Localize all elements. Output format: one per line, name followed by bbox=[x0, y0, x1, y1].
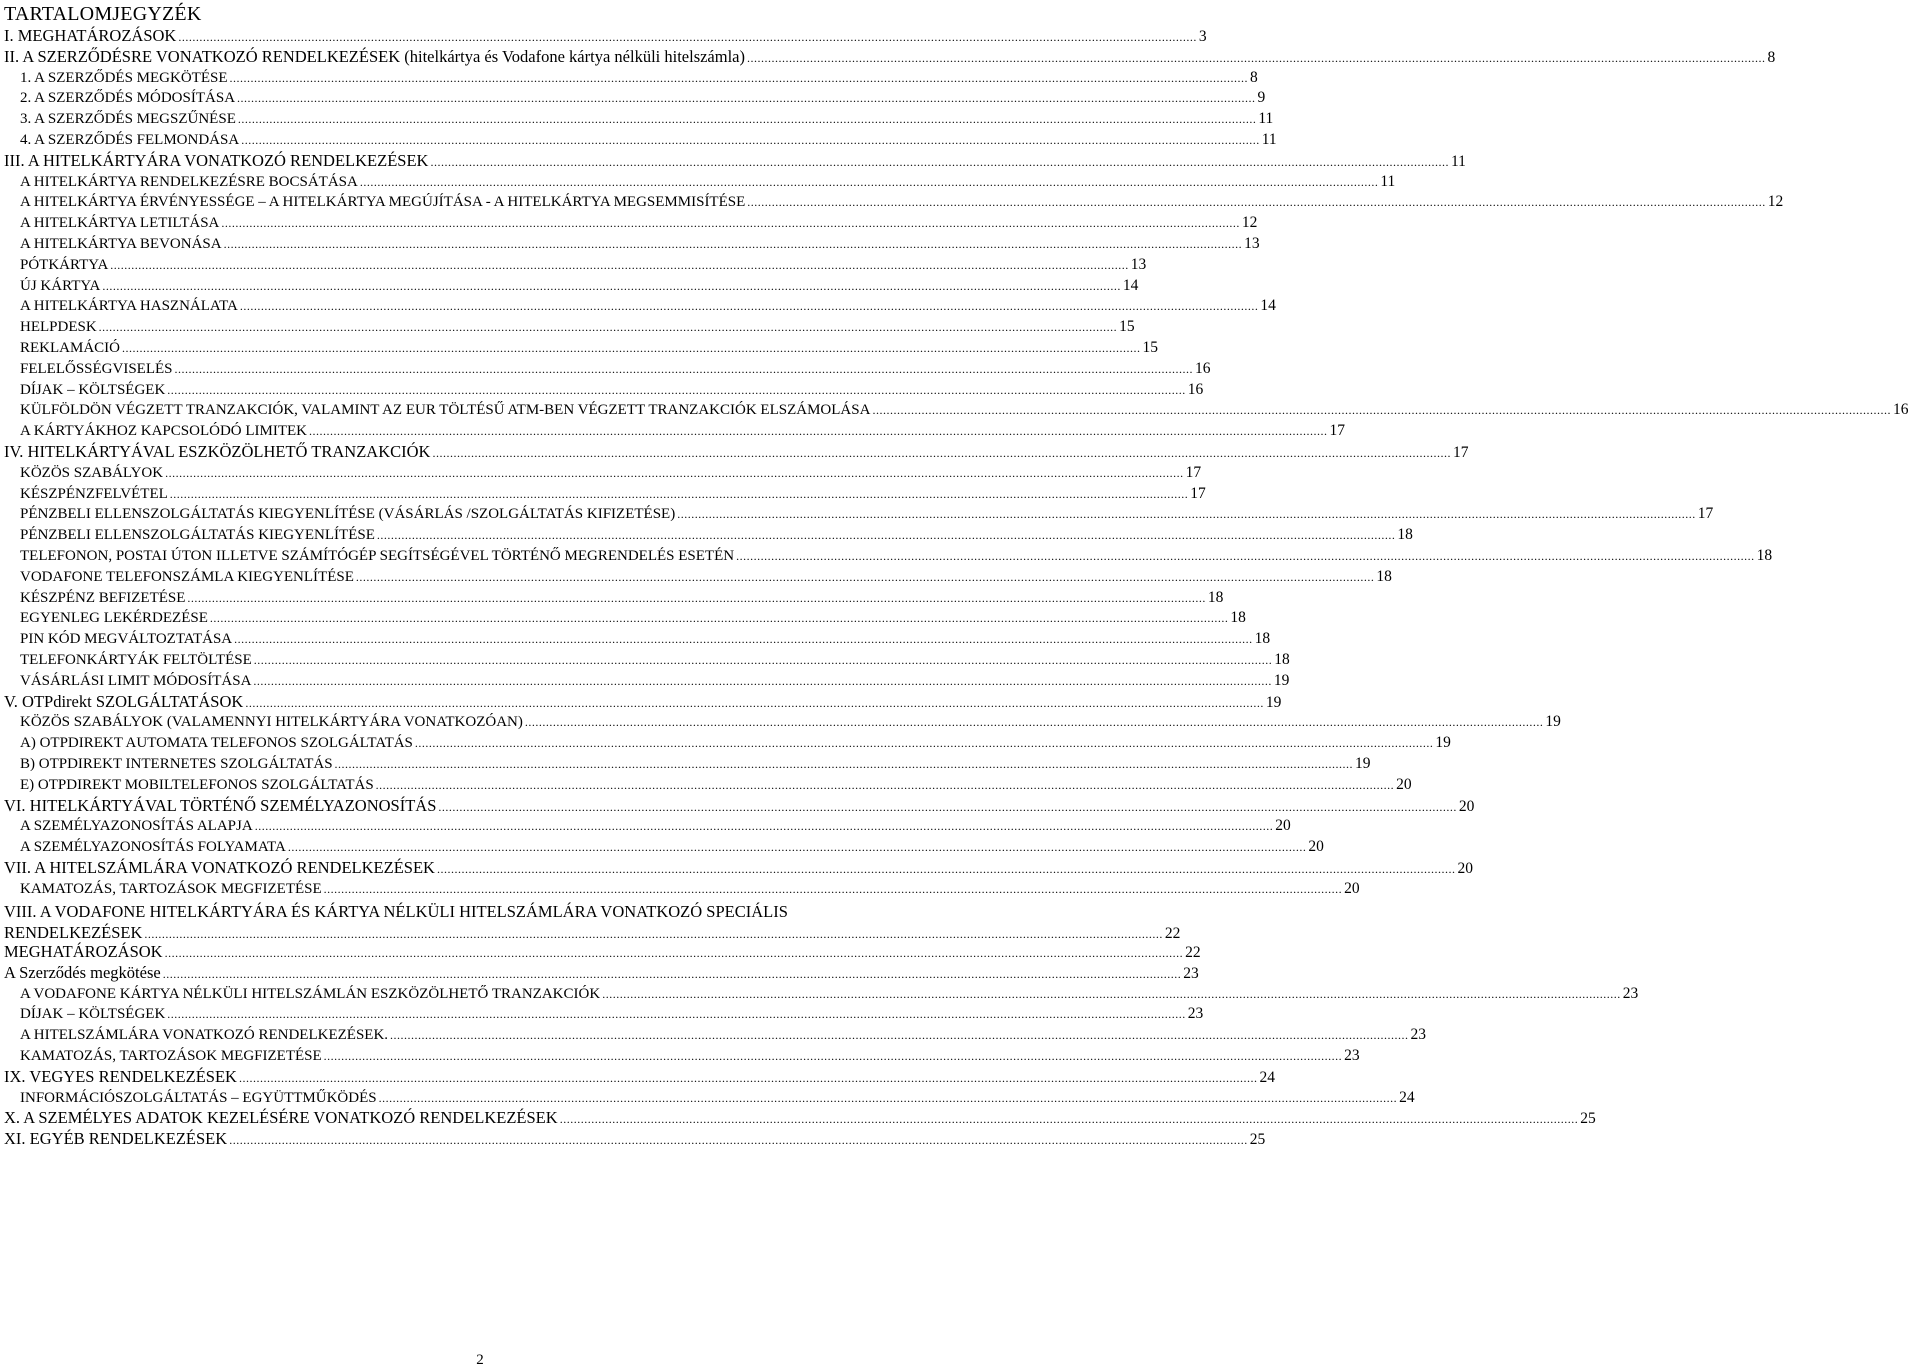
toc-entry[interactable] bbox=[20, 754, 1371, 774]
toc-entry[interactable] bbox=[20, 192, 1784, 212]
toc-entry-label: A HITELKÁRTYA RENDELKEZÉSRE BOCSÁTÁSA bbox=[20, 173, 358, 190]
dot-leader bbox=[438, 797, 1457, 817]
toc-entry[interactable] bbox=[4, 691, 1282, 712]
toc-entry-page: 9 bbox=[1257, 89, 1266, 107]
toc-entry-label: TELEFONON, POSTAI ÚTON ILLETVE SZÁMÍTÓGÉP SEGÍTSÉGÉVEL TÖRTÉNŐ MEGRENDELÉS ESETÉN bbox=[20, 548, 735, 564]
toc-entry-label: FELELŐSSÉGVISELÉS bbox=[20, 360, 173, 377]
dot-leader bbox=[356, 567, 1375, 587]
dot-leader bbox=[167, 1004, 1186, 1024]
toc-entry-label: INFORMÁCIÓSZOLGÁLTATÁS – EGYÜTTMŰKÖDÉS bbox=[20, 1089, 377, 1106]
toc-entry[interactable] bbox=[20, 671, 1290, 691]
toc-entry-label: HELPDESK bbox=[20, 319, 97, 336]
toc-entry[interactable] bbox=[20, 733, 1451, 753]
dot-leader bbox=[430, 152, 1449, 172]
toc-entry-label: KÜLFÖLDÖN VÉGZETT TRANZAKCIÓK, VALAMINT AZ EUR TÖLTÉSŰ ATM-BEN VÉGZETT TRANZAKCIÓK ELSZÁMOLÁSA bbox=[20, 402, 871, 419]
toc-entry-page: 11 bbox=[1261, 131, 1277, 148]
toc-entry-page: 23 bbox=[1622, 984, 1639, 1002]
dot-leader bbox=[165, 463, 1184, 483]
toc-entry-page: 12 bbox=[1767, 193, 1784, 211]
toc-entry[interactable] bbox=[20, 879, 1360, 899]
toc-entry-page: 25 bbox=[1580, 1110, 1596, 1128]
dot-leader bbox=[254, 650, 1273, 670]
dot-leader bbox=[170, 484, 1189, 504]
toc-entry-label-continued: RENDELKEZÉSEK bbox=[4, 923, 143, 942]
toc-entry[interactable] bbox=[20, 484, 1206, 504]
dot-leader bbox=[525, 712, 1544, 732]
toc-entry-page: 18 bbox=[1756, 547, 1773, 564]
toc-entry-page: 18 bbox=[1274, 651, 1290, 668]
dot-leader bbox=[309, 421, 1328, 441]
toc-entry[interactable] bbox=[20, 234, 1260, 254]
toc-entry-page: 12 bbox=[1241, 214, 1258, 232]
toc-entry[interactable] bbox=[4, 1108, 1596, 1128]
toc-entry-label: II. A SZERZŐDÉSRE VONATKOZÓ RENDELKEZÉSEK (hitelkártya és Vodafone kártya nélküli hitelszámla) bbox=[4, 46, 745, 66]
toc-entry-page: 3 bbox=[1198, 28, 1207, 45]
toc-entry-label: E) OTPDIREKT MOBILTELEFONOS SZOLGÁLTATÁS bbox=[20, 776, 374, 793]
dot-leader bbox=[187, 588, 1206, 608]
toc-entry-page: 19 bbox=[1435, 734, 1451, 752]
toc-entry[interactable] bbox=[20, 380, 1204, 400]
dot-leader bbox=[167, 380, 1186, 400]
toc-entry-label: A Szerződés megkötése bbox=[4, 962, 161, 982]
dot-leader bbox=[560, 1109, 1579, 1129]
toc-entry[interactable] bbox=[20, 546, 1773, 566]
toc-entry[interactable] bbox=[20, 109, 1274, 129]
toc-entry-label: A HITELKÁRTYA ÉRVÉNYESSÉGE – A HITELKÁRTYA MEGÚJÍTÁSA - A HITELKÁRTYA MEGSEMMISÍTÉSE bbox=[20, 194, 746, 211]
toc-entry[interactable] bbox=[20, 525, 1413, 545]
toc-entry-page: 19 bbox=[1545, 713, 1561, 731]
toc-entry-label: TELEFONKÁRTYÁK FELTÖLTÉSE bbox=[20, 652, 252, 668]
toc-entry-label: VIII. A VODAFONE HITELKÁRTYÁRA ÉS KÁRTYA NÉLKÜLI HITELSZÁMLÁRA VONATKOZÓ SPECIÁLIS bbox=[4, 902, 788, 921]
toc-entry-label: V. OTPdirekt SZOLGÁLTATÁSOK bbox=[4, 691, 244, 711]
dot-leader bbox=[335, 754, 1354, 774]
dot-leader bbox=[241, 130, 1260, 150]
dot-leader bbox=[229, 1130, 1248, 1150]
toc-entry-label: KÖZÖS SZABÁLYOK (VALAMENNYI HITELKÁRTYÁRA VONATKOZÓAN) bbox=[20, 714, 523, 731]
toc-entry-label: PIN KÓD MEGVÁLTOZTATÁSA bbox=[20, 631, 233, 648]
dot-leader bbox=[376, 775, 1395, 795]
toc-entry-label: B) OTPDIREKT INTERNETES SZOLGÁLTATÁS bbox=[20, 756, 333, 772]
dot-leader bbox=[102, 276, 1121, 296]
dot-leader bbox=[230, 68, 1249, 88]
toc-entry-page: 11 bbox=[1258, 110, 1274, 128]
toc-entry[interactable] bbox=[20, 255, 1147, 275]
toc-entry-label: I. MEGHATÁROZÁSOK bbox=[4, 26, 177, 45]
dot-leader bbox=[238, 109, 1257, 129]
toc-entry-page: 24 bbox=[1259, 1068, 1275, 1086]
dot-leader bbox=[165, 943, 1184, 963]
dot-leader bbox=[224, 234, 1243, 254]
toc-entry[interactable] bbox=[20, 629, 1271, 649]
toc-entry-label: KAMATOZÁS, TARTOZÁSOK MEGFIZETÉSE bbox=[20, 1048, 322, 1064]
toc-entry-page: 23 bbox=[1344, 1047, 1360, 1064]
toc-entry-page: 18 bbox=[1207, 588, 1224, 606]
toc-entry-label: VÁSÁRLÁSI LIMIT MÓDOSÍTÁSA bbox=[20, 672, 252, 689]
toc-entry-label: A SZEMÉLYAZONOSÍTÁS FOLYAMATA bbox=[20, 839, 286, 856]
toc-entry-page: 17 bbox=[1452, 444, 1469, 461]
toc-entry-label: A HITELKÁRTYA LETILTÁSA bbox=[20, 215, 220, 232]
toc-entry-page: 25 bbox=[1249, 1131, 1266, 1149]
dot-leader bbox=[255, 816, 1274, 836]
toc-entry-page: 20 bbox=[1457, 860, 1473, 877]
toc-entry-label: ÚJ KÁRTYA bbox=[20, 277, 101, 294]
toc-entry-page: 20 bbox=[1344, 879, 1360, 897]
toc-entry[interactable] bbox=[4, 46, 1776, 67]
dot-leader bbox=[432, 443, 1451, 463]
toc-entry-page: 17 bbox=[1329, 422, 1346, 440]
toc-entry-label: IX. VEGYES RENDELKEZÉSEK bbox=[4, 1066, 237, 1086]
dot-leader bbox=[437, 859, 1456, 879]
toc-entry-label: A) OTPDIREKT AUTOMATA TELEFONOS SZOLGÁLTATÁS bbox=[20, 735, 413, 752]
toc-entry-label: DÍJAK – KÖLTSÉGEK bbox=[20, 1006, 166, 1023]
dot-leader bbox=[175, 359, 1194, 379]
toc-entry-label: A SZEMÉLYAZONOSÍTÁS ALAPJA bbox=[20, 818, 253, 835]
toc-entry[interactable] bbox=[4, 26, 1207, 46]
toc-entry-label: 1. A SZERZŐDÉS MEGKÖTÉSE bbox=[20, 69, 228, 86]
toc-entry-page: 16 bbox=[1892, 401, 1908, 419]
toc-entry[interactable] bbox=[20, 276, 1139, 296]
toc-entry-label: III. A HITELKÁRTYÁRA VONATKOZÓ RENDELKEZÉSEK bbox=[4, 150, 429, 170]
toc-entry-page: 19 bbox=[1265, 693, 1282, 711]
dot-leader bbox=[239, 1068, 1258, 1088]
toc-entry-label: A HITELKÁRTYA HASZNÁLATA bbox=[20, 298, 238, 315]
toc-entry[interactable] bbox=[4, 942, 1201, 962]
toc-entry-page: 8 bbox=[1250, 68, 1258, 86]
toc-entry-label: KÉSZPÉNZ BEFIZETÉSE bbox=[20, 589, 186, 606]
toc-entry-label: VI. HITELKÁRTYÁVAL TÖRTÉNŐ SZEMÉLYAZONOSÍTÁS bbox=[4, 795, 437, 815]
toc-entry-page: 23 bbox=[1183, 964, 1199, 982]
dot-leader bbox=[210, 608, 1229, 628]
toc-entry[interactable] bbox=[4, 962, 1199, 983]
dot-leader bbox=[221, 213, 1240, 233]
toc-entry[interactable] bbox=[20, 837, 1324, 857]
dot-leader bbox=[237, 88, 1256, 108]
toc-entry-page: 8 bbox=[1767, 48, 1776, 66]
toc-entry-label: EGYENLEG LEKÉRDEZÉSE bbox=[20, 610, 208, 627]
toc-entry-page: 22 bbox=[1185, 944, 1201, 961]
toc-entry-page: 13 bbox=[1130, 255, 1147, 273]
toc-entry-page: 20 bbox=[1458, 797, 1475, 815]
dot-leader bbox=[747, 48, 1766, 68]
dot-leader bbox=[324, 879, 1343, 899]
toc-entry-page: 16 bbox=[1195, 359, 1211, 377]
toc-entry[interactable] bbox=[20, 608, 1246, 628]
toc-entry-page: 13 bbox=[1244, 235, 1260, 252]
dot-leader bbox=[163, 964, 1182, 984]
toc-entry-label: A HITELSZÁMLÁRA VONATKOZÓ RENDELKEZÉSEK. bbox=[20, 1027, 389, 1044]
toc-entry-page: 23 bbox=[1187, 1005, 1204, 1023]
toc-entry-label: VODAFONE TELEFONSZÁMLA KIEGYENLÍTÉSE bbox=[20, 568, 354, 585]
toc-entry[interactable] bbox=[20, 650, 1290, 670]
toc-entry[interactable] bbox=[4, 795, 1475, 816]
toc-entry-page: 17 bbox=[1185, 463, 1202, 481]
toc-entry-label: 4. A SZERZŐDÉS FELMONDÁSA bbox=[20, 132, 240, 148]
toc-entry[interactable] bbox=[4, 150, 1466, 171]
toc-entry-page: 11 bbox=[1380, 172, 1396, 190]
toc-entry[interactable] bbox=[20, 88, 1266, 108]
toc-entry-page: 17 bbox=[1697, 505, 1714, 523]
dot-leader bbox=[747, 192, 1766, 212]
toc-entry-page: 20 bbox=[1308, 838, 1324, 856]
page-number: 2 bbox=[476, 1352, 484, 1368]
toc-entry-page: 15 bbox=[1142, 339, 1158, 356]
toc-entry-page: 14 bbox=[1122, 276, 1139, 294]
toc-entry[interactable] bbox=[20, 296, 1276, 316]
toc-entry[interactable] bbox=[20, 504, 1714, 524]
toc-entry[interactable] bbox=[20, 775, 1412, 795]
dot-leader bbox=[253, 671, 1272, 691]
dot-leader bbox=[234, 629, 1253, 649]
toc-entry-label: A KÁRTYÁKHOZ KAPCSOLÓDÓ LIMITEK bbox=[20, 423, 308, 440]
toc-entry-page: 18 bbox=[1230, 609, 1246, 627]
toc-entry-page: 18 bbox=[1254, 630, 1271, 648]
toc-entry[interactable] bbox=[20, 1025, 1427, 1045]
toc-title: TARTALOMJEGYZÉK bbox=[4, 3, 202, 25]
toc-entry[interactable] bbox=[20, 1088, 1415, 1108]
toc-entry[interactable] bbox=[20, 463, 1202, 483]
toc-entry-label: X. A SZEMÉLYES ADATOK KEZELÉSÉRE VONATKOZÓ RENDELKEZÉSEK bbox=[4, 1108, 558, 1128]
dot-leader bbox=[602, 984, 1621, 1004]
toc-entry[interactable] bbox=[20, 588, 1224, 608]
toc-entry-label: KAMATOZÁS, TARTOZÁSOK MEGFIZETÉSE bbox=[20, 880, 322, 897]
toc-entry[interactable] bbox=[20, 1046, 1360, 1066]
toc-entry[interactable] bbox=[20, 317, 1135, 337]
toc-entry-page: 15 bbox=[1119, 318, 1135, 336]
dot-leader bbox=[736, 546, 1755, 566]
toc-entry-page: 22 bbox=[1164, 925, 1181, 942]
toc-entry[interactable] bbox=[20, 68, 1258, 88]
toc-entry-label: REKLAMÁCIÓ bbox=[20, 340, 120, 356]
toc-entry-label: A HITELKÁRTYA BEVONÁSA bbox=[20, 236, 222, 252]
toc-entry-label: XI. EGYÉB RENDELKEZÉSEK bbox=[4, 1129, 228, 1149]
toc-entry-page: 17 bbox=[1190, 484, 1206, 502]
toc-entry-page: 18 bbox=[1376, 567, 1392, 585]
toc-entry-page: 19 bbox=[1355, 755, 1371, 772]
dot-leader bbox=[99, 317, 1118, 337]
toc-entry-page: 23 bbox=[1410, 1026, 1427, 1044]
dot-leader bbox=[240, 296, 1259, 316]
dot-leader bbox=[245, 693, 1264, 713]
dot-leader bbox=[379, 1088, 1398, 1108]
toc-entry[interactable] bbox=[20, 130, 1277, 150]
toc-entry-page: 14 bbox=[1260, 297, 1276, 315]
toc-entry[interactable] bbox=[4, 1066, 1275, 1087]
toc-entry-label: PÉNZBELI ELLENSZOLGÁLTATÁS KIEGYENLÍTÉSE (VÁSÁRLÁS /SZOLGÁLTATÁS KIFIZETÉSE) bbox=[20, 506, 676, 523]
toc-entry[interactable] bbox=[20, 172, 1396, 192]
toc-entry-label: KÖZÖS SZABÁLYOK bbox=[20, 464, 164, 481]
dot-leader bbox=[872, 400, 1891, 420]
toc-entry[interactable] bbox=[20, 338, 1158, 358]
dot-leader bbox=[390, 1025, 1409, 1045]
dot-leader bbox=[288, 837, 1307, 857]
toc-entry[interactable] bbox=[20, 213, 1258, 233]
toc-entry-label: PÉNZBELI ELLENSZOLGÁLTATÁS KIEGYENLÍTÉSE bbox=[20, 527, 375, 544]
dot-leader bbox=[677, 504, 1696, 524]
toc-entry[interactable] bbox=[20, 816, 1291, 836]
toc-entry-page: 20 bbox=[1396, 775, 1412, 793]
dot-leader bbox=[360, 172, 1379, 192]
toc-entry-label: KÉSZPÉNZFELVÉTEL bbox=[20, 485, 168, 502]
toc-entry-label: 3. A SZERZŐDÉS MEGSZŰNÉSE bbox=[20, 111, 236, 128]
dot-leader bbox=[377, 525, 1396, 545]
toc-entry[interactable] bbox=[4, 442, 1469, 462]
toc-entry-label: MEGHATÁROZÁSOK bbox=[4, 942, 163, 961]
dot-leader bbox=[324, 1046, 1343, 1066]
toc-entry-label: VII. A HITELSZÁMLÁRA VONATKOZÓ RENDELKEZÉSEK bbox=[4, 858, 435, 877]
toc-entry-label: IV. HITELKÁRTYÁVAL ESZKÖZÖLHETŐ TRANZAKCIÓK bbox=[4, 442, 431, 461]
toc-entry-label: DÍJAK – KÖLTSÉGEK bbox=[20, 381, 166, 398]
toc-entry-page: 18 bbox=[1397, 526, 1413, 544]
toc-entry-label: PÓTKÁRTYA bbox=[20, 256, 109, 273]
dot-leader bbox=[415, 733, 1434, 753]
toc-entry[interactable] bbox=[4, 858, 1473, 878]
toc-entry[interactable] bbox=[20, 567, 1392, 587]
dot-leader bbox=[178, 27, 1197, 47]
toc-entry[interactable] bbox=[4, 1129, 1266, 1149]
toc-entry-page: 16 bbox=[1187, 380, 1204, 398]
toc-entry-page: 20 bbox=[1275, 817, 1291, 835]
toc-entry[interactable] bbox=[20, 421, 1346, 441]
toc-entry-page: 24 bbox=[1399, 1088, 1415, 1106]
toc-entry-page: 11 bbox=[1450, 152, 1466, 170]
toc-entry[interactable] bbox=[4, 901, 1181, 945]
toc-entry-label: 2. A SZERZŐDÉS MÓDOSÍTÁSA bbox=[20, 90, 236, 107]
toc-entry[interactable] bbox=[20, 712, 1561, 732]
toc-entry[interactable] bbox=[20, 359, 1211, 379]
toc-entry-label: A VODAFONE KÁRTYA NÉLKÜLI HITELSZÁMLÁN ESZKÖZÖLHETŐ TRANZAKCIÓK bbox=[20, 985, 601, 1002]
dot-leader bbox=[110, 255, 1129, 275]
toc-entry[interactable] bbox=[20, 400, 1908, 420]
toc-entry-page: 19 bbox=[1273, 671, 1290, 689]
dot-leader bbox=[122, 338, 1141, 358]
toc-entry[interactable] bbox=[20, 1004, 1204, 1024]
toc-entry[interactable] bbox=[20, 984, 1639, 1004]
